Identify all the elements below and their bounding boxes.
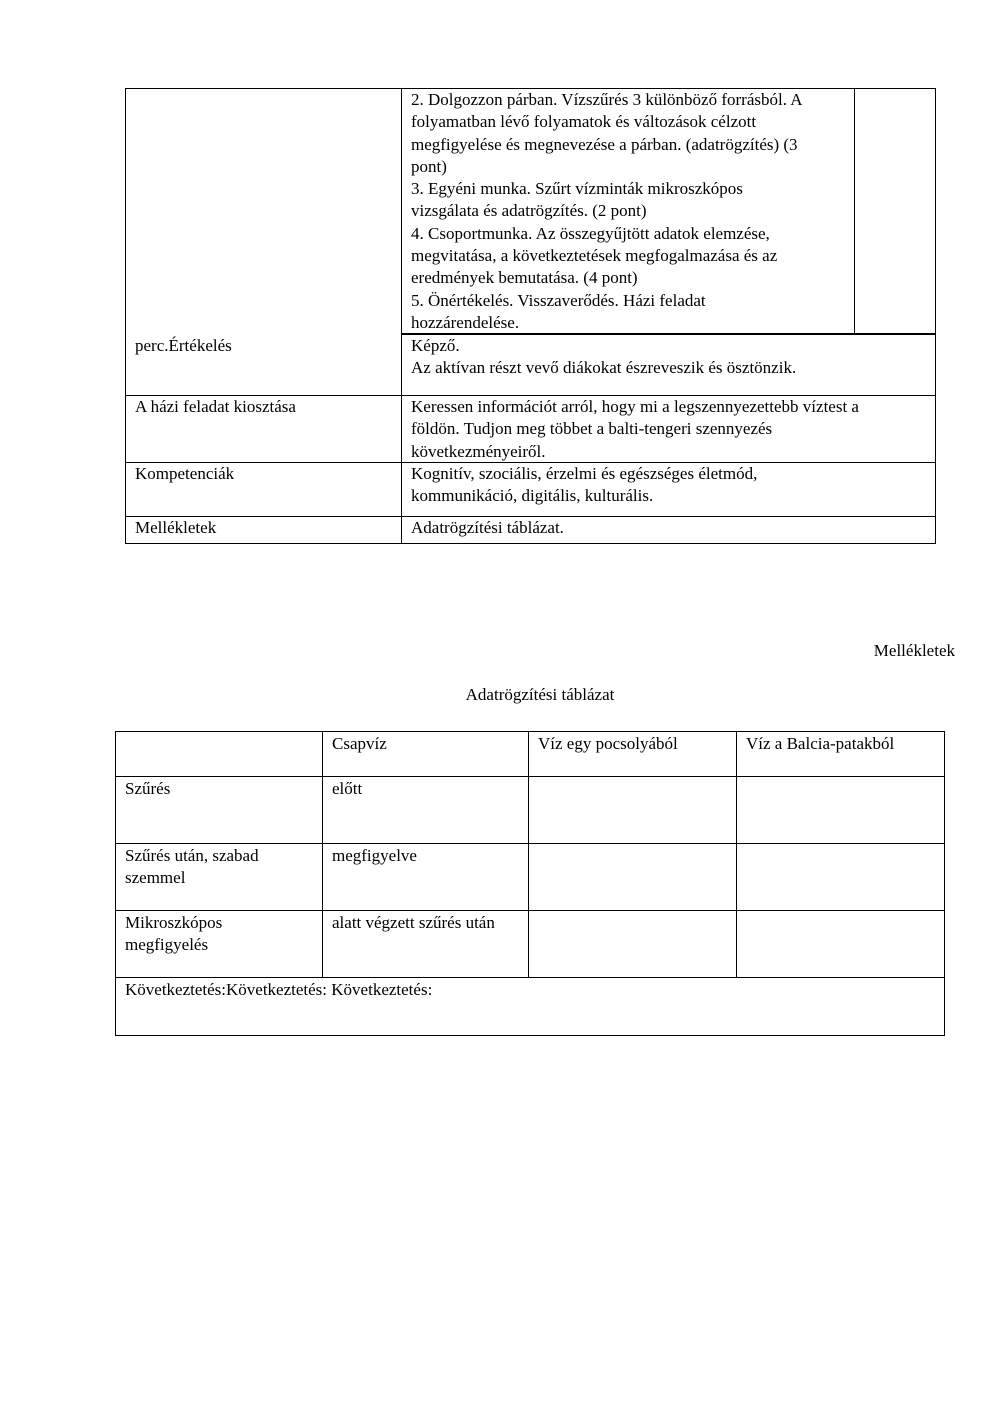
conclusion-cell[interactable]: Következtetés:Következtetés: Következtetés: <box>116 978 945 1036</box>
table-border-left <box>125 88 126 544</box>
attachments-value: Adatrögzítési táblázat. <box>411 518 564 537</box>
homework-label: A házi feladat kiosztása <box>135 397 296 416</box>
row-detail-before: előtt <box>323 777 529 844</box>
input-cell[interactable] <box>529 911 737 978</box>
header-cell-empty <box>116 732 323 777</box>
table-border-right <box>935 88 936 544</box>
table-border-bottom <box>125 543 936 544</box>
input-cell[interactable] <box>737 777 945 844</box>
evaluation-label: perc.Értékelés <box>135 336 232 355</box>
input-cell[interactable] <box>529 844 737 911</box>
row-label-filtering: Szűrés <box>116 777 323 844</box>
attachments-label: Mellékletek <box>135 518 217 537</box>
header-cell-tap-water: Csapvíz <box>323 732 529 777</box>
table-row <box>116 844 945 911</box>
input-cell[interactable] <box>529 777 737 844</box>
header-cell-stream-water: Víz a Balcia-patakból <box>737 732 945 777</box>
data-table-title: Adatrögzítési táblázat <box>465 685 615 704</box>
lesson-plan-table <box>125 88 936 544</box>
appendix-heading: Mellékletek <box>873 641 955 660</box>
evaluation-value: Képző. Az aktívan részt vevő diákokat észreveszik és ösztönzik. <box>411 336 797 378</box>
row-label-microscopic: Mikroszkópos megfigyelés <box>116 911 323 978</box>
table-header-row <box>116 732 945 777</box>
competencies-value: Kognitív, szociális, érzelmi és egészséges életmód, kommunikáció, digitális, kulturális. <box>411 464 758 506</box>
table-row <box>116 911 945 978</box>
competencies-label: Kompetenciák <box>135 464 235 483</box>
table-row <box>116 777 945 844</box>
row-label-naked-eye: Szűrés után, szabad szemmel <box>116 844 323 911</box>
input-cell[interactable] <box>737 911 945 978</box>
row-detail-observed: megfigyelve <box>323 844 529 911</box>
table-extra-column-divider <box>854 88 855 334</box>
conclusion-row <box>116 978 945 1036</box>
homework-value: Keressen információt arról, hogy mi a legszennyezettebb víztest a földön. Tudjon meg többet a balti-tengeri szennyezés következményeiről. <box>411 397 859 461</box>
input-cell[interactable] <box>737 844 945 911</box>
activities-text: 2. Dolgozzon párban. Vízszűrés 3 különböző forrásból. A folyamatban lévő folyamatok és változások célzott megfigyelése és megnevezése a párban. (adatrögzítés) (3 pont) 3. Egyéni munka. Szűrt vízminták mikroszkópos vizsgálata és adatrögzítés. (2 pont) 4. Csoportmunka. Az összegyűjtött adatok elemzése, megvitatása, a következtetések megfogalmazása és az eredmények bemutatása. (4 pont) 5. Önértékelés. Visszaverődés. Házi feladat hozzárendelése. <box>411 90 803 332</box>
header-cell-puddle-water: Víz egy pocsolyából <box>529 732 737 777</box>
row-detail-after-filtering: alatt végzett szűrés után <box>323 911 529 978</box>
table-column-divider <box>401 88 402 544</box>
data-recording-table <box>115 731 945 1036</box>
